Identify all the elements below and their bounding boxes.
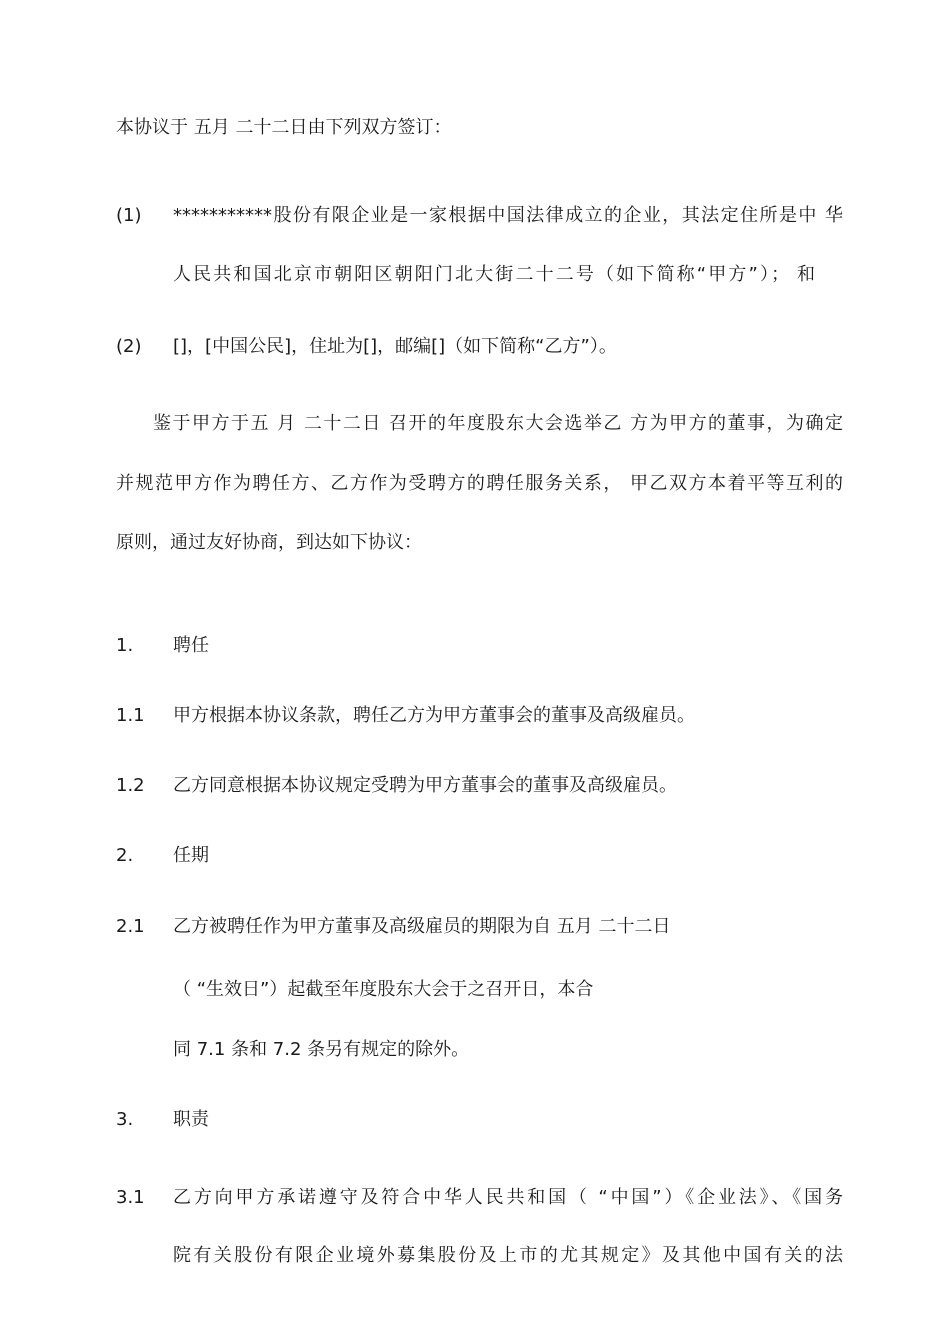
clause-text-line-2: 院有关股份有限企业境外募集股份及上市的尤其规定》及其他中国有关的法: [173, 1245, 843, 1266]
clause-number: 1.1: [116, 705, 145, 726]
party-2-line-1: []，[中国公民]，住址为[]，邮编[]（如下简称“乙方”）。: [173, 336, 617, 357]
preamble-line-2: 并规范甲方作为聘任方、乙方作为受聘方的聘任服务关系， 甲乙双方本着平等互利的: [116, 473, 843, 494]
preamble-line-3: 原则，通过友好协商，到达如下协议：: [116, 532, 422, 553]
section-number: 3.: [116, 1109, 134, 1130]
intro-text: 本协议于 五月 二十二日由下列双方签订：: [116, 117, 452, 138]
section-heading: 聘任: [173, 635, 209, 656]
party-1-number: (1): [116, 205, 142, 226]
section-number: 1.: [116, 635, 134, 656]
preamble-line-1: 鉴于甲方于五 月 二十二日 召开的年度股东大会选举乙 方为甲方的董事，为确定: [153, 413, 843, 434]
clause-text-line-3: 同 7.1 条和 7.2 条另有规定的除外。: [173, 1039, 470, 1060]
clause-number: 2.1: [116, 916, 145, 937]
clause-text-line-1: 乙方向甲方承诺遵守及符合中华人民共和国（ “中国”）《企业法》、《国务: [173, 1187, 843, 1208]
clause-text: 乙方同意根据本协议规定受聘为甲方董事会的董事及高级雇员。: [173, 775, 677, 796]
section-heading: 任期: [173, 845, 209, 866]
party-1-line-2: 人民共和国北京市朝阳区朝阳门北大街二十二号（如下简称“甲方”）； 和: [173, 264, 815, 285]
clause-text-line-1: 乙方被聘任作为甲方董事及高级雇员的期限为自 五月 二十二日: [173, 916, 671, 937]
party-2-number: (2): [116, 336, 142, 357]
section-number: 2.: [116, 845, 134, 866]
clause-text-line-2: （ “生效日”）起截至年度股东大会于之召开日，本合: [173, 979, 594, 1000]
clause-text: 甲方根据本协议条款，聘任乙方为甲方董事会的董事及高级雇员。: [173, 705, 695, 726]
clause-number: 1.2: [116, 775, 145, 796]
section-heading: 职责: [173, 1109, 209, 1130]
clause-number: 3.1: [116, 1187, 145, 1208]
party-1-line-1: ***********股份有限企业是一家根据中国法律成立的企业，其法定住所是中 华: [173, 205, 843, 226]
